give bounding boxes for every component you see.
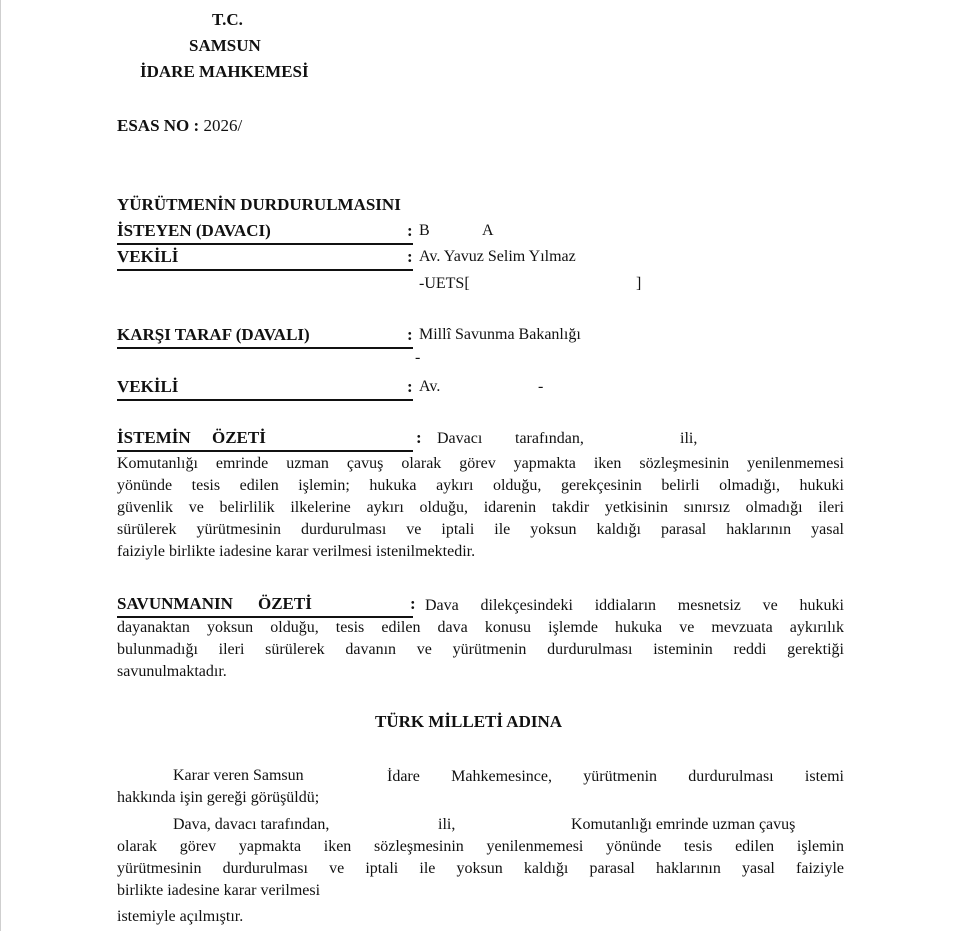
counsel-underline: [117, 269, 413, 271]
defendant-dash: -: [415, 349, 421, 366]
defendant-value: Millî Savunma Bakanlığı: [419, 326, 581, 343]
defense-line: savunulmaktadır.: [117, 663, 227, 680]
p2-body: [117, 836, 844, 880]
p2-line1-c: Komutanlığı emrinde uzman çavuş: [571, 816, 796, 833]
esas-label: ESAS NO :: [117, 116, 200, 135]
defendant-counsel-value: Av.: [419, 378, 441, 395]
p1-line1-b: İdare Mahkemesince, yürütmenin durdurulması istemi: [387, 768, 844, 785]
defendant-counsel-colon: :: [407, 377, 413, 396]
page-left-edge: [0, 0, 1, 931]
defendant-underline: [117, 347, 413, 349]
claim-colon: :: [416, 428, 422, 447]
p1-line2: hakkında işin gereği görüşüldü;: [117, 789, 320, 806]
counsel-uets-close: ]: [636, 275, 642, 292]
defense-first-line: Dava dilekçesindeki iddiaların mesnetsiz ve hukuki: [425, 597, 844, 614]
claim-line: yönünde tesis edilen işlemin; hukuka aykırı olduğu, gerekçesinin belirli olmadığı, hukuki: [117, 477, 844, 494]
court-line-city: SAMSUN: [189, 36, 261, 55]
defense-label-a: SAVUNMANIN: [117, 594, 233, 613]
defense-colon: :: [410, 594, 416, 613]
counsel-value: Av. Yavuz Selim Yılmaz: [419, 248, 576, 265]
court-line-name: İDARE MAHKEMESİ: [140, 62, 309, 81]
p2-line5: istemiyle açılmıştır.: [117, 908, 244, 925]
plaintiff-value-b: A: [482, 222, 494, 239]
esas-value: 2026/: [203, 116, 243, 135]
claim-label-a: İSTEMİN: [117, 428, 191, 447]
decision-title: TÜRK MİLLETİ ADINA: [375, 712, 563, 731]
p2-line: yürütmesinin durdurulması ve iptali ile yoksun kaldığı parasal haklarının yasal faiziyle: [117, 860, 844, 877]
claim-underline: [117, 450, 413, 452]
claim-line: Komutanlığı emrinde uzman çavuş olarak görev yapmakta iken sözleşmesinin yenilenmemesi: [117, 455, 844, 472]
claim-label-b: ÖZETİ: [212, 428, 266, 447]
defense-line: bulunmadığı ileri sürülerek davanın ve yürütmenin durdurulması isteminin reddi gerektiği: [117, 641, 844, 658]
claim-line: güvenlik ve belirlilik ilkelerine aykırı olduğu, idarenin takdir yetkisinin sınırsız olmadığı ileri: [117, 499, 844, 516]
p2-line1-b: ili,: [438, 816, 456, 833]
claim-line: faiziyle birlikte iadesine karar verilmesi istenilmektedir.: [117, 543, 476, 560]
defendant-colon: :: [407, 325, 413, 344]
counsel-colon: :: [407, 247, 413, 266]
esas-no: [117, 116, 242, 136]
defense-line: dayanaktan yoksun olduğu, tesis edilen dava konusu işlemde hukuka ve mevzuata aykırılık: [117, 619, 844, 636]
p2-line4: birlikte iadesine karar verilmesi: [117, 882, 321, 899]
counsel-uets-open: -UETS[: [419, 275, 470, 292]
defense-label-b: ÖZETİ: [258, 594, 312, 613]
plaintiff-label: İSTEYEN (DAVACI): [117, 221, 271, 240]
court-line-tc: T.C.: [212, 10, 243, 29]
claim-first-c: ili,: [680, 430, 698, 447]
defendant-counsel-underline: [117, 399, 413, 401]
plaintiff-value-a: B: [419, 222, 430, 239]
defendant-label: KARŞI TARAF (DAVALI): [117, 325, 310, 344]
p2-line: olarak görev yapmakta iken sözleşmesinin yenilenmemesi yönünde tesis edilen işlemin: [117, 838, 844, 855]
plaintiff-underline: [117, 243, 413, 245]
claim-first-a: Davacı: [437, 430, 483, 447]
plaintiff-colon: :: [407, 221, 413, 240]
p1-line1-a: Karar veren Samsun: [173, 767, 304, 784]
defense-body: [117, 617, 844, 683]
counsel-label: VEKİLİ: [117, 247, 179, 266]
defendant-counsel-label: VEKİLİ: [117, 377, 179, 396]
yd-heading: YÜRÜTMENİN DURDURULMASINI: [117, 195, 401, 214]
claim-line: sürülerek yürütmesinin durdurulması ve iptali ile yoksun kaldığı parasal haklarının yasal: [117, 521, 844, 538]
p2-line1-a: Dava, davacı tarafından,: [173, 816, 330, 833]
claim-first-b: tarafından,: [515, 430, 584, 447]
defendant-counsel-dash: -: [538, 378, 544, 395]
claim-body: [117, 453, 844, 563]
